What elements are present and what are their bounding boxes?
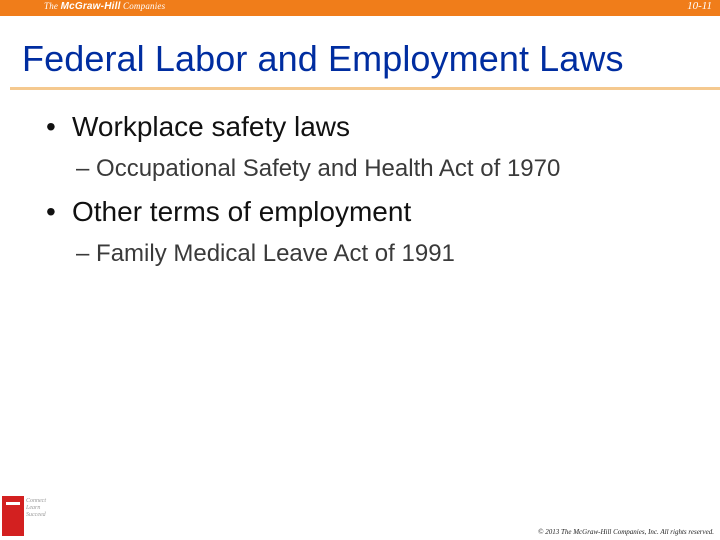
slide-title: Federal Labor and Employment Laws: [22, 38, 624, 79]
publisher-name: McGraw-Hill: [60, 1, 121, 12]
sub-bullet-marker: –: [76, 240, 90, 267]
bullet-marker: •: [46, 196, 56, 227]
sub-bullet-item: [76, 155, 560, 183]
bullet-item: [46, 111, 350, 143]
slide-number: 10-11: [687, 0, 712, 12]
sub-bullet-marker: –: [76, 155, 90, 182]
publisher-logo: The McGraw-Hill Companies: [44, 1, 166, 12]
bullet-item: [46, 196, 411, 228]
logo-tagline: Connect Learn Succeed: [26, 498, 46, 518]
copyright-notice: © 2013 The McGraw-Hill Companies, Inc. All rights reserved.: [538, 528, 714, 536]
bullet-text: Other terms of employment: [72, 196, 412, 227]
header-bar: [0, 0, 720, 16]
bullet-text: Workplace safety laws: [72, 111, 351, 142]
title-divider: [10, 87, 720, 90]
sub-bullet-item: [76, 240, 455, 268]
bullet-marker: •: [46, 111, 56, 142]
sub-bullet-text: Family Medical Leave Act of 1991: [96, 240, 455, 267]
sub-bullet-text: Occupational Safety and Health Act of 1970: [96, 155, 561, 182]
mcgraw-hill-logo-icon: [2, 496, 24, 536]
